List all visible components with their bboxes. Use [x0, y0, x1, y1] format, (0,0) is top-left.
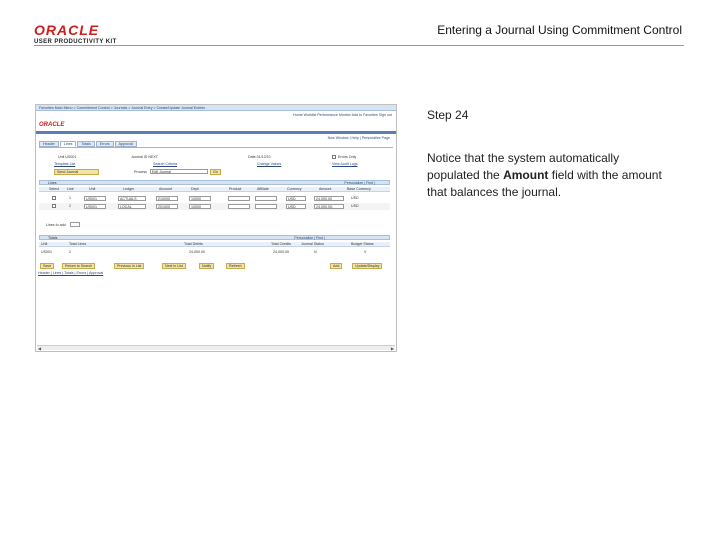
lines-title: Lines	[48, 181, 57, 185]
desc-after: field with the amount that balances the journal.	[427, 167, 662, 199]
add-button[interactable]: Add	[330, 263, 342, 269]
row-amount-input[interactable]: 24,000.00-	[314, 204, 344, 209]
next-in-list-button[interactable]: Next in List	[162, 263, 186, 269]
totals-journal-status: N	[314, 250, 317, 254]
row-unit-input[interactable]: US001	[84, 196, 106, 201]
row-line: 1	[69, 196, 71, 200]
row-amount-input[interactable]: 24,000.00	[314, 196, 344, 201]
row-line: 2	[69, 204, 71, 208]
app-oracle-logo: ORACLE	[39, 122, 65, 128]
col-ledger: Ledger	[123, 187, 135, 191]
row-ledger-input[interactable]: LOCAL	[118, 204, 146, 209]
totals-grid-header	[39, 235, 390, 240]
totals-budget-status: V	[364, 250, 367, 254]
previous-in-list-button[interactable]: Previous in List	[114, 263, 144, 269]
application-screenshot	[35, 104, 397, 352]
totals-debits: 24,000.00	[189, 250, 205, 254]
top-links[interactable]: Home Worklist Performance Monitor Add to Favorites Sign out	[292, 113, 392, 117]
row-dept-input[interactable]: 10000	[189, 204, 211, 209]
unit-label: Unit US001	[58, 155, 77, 159]
row-base-currency: USD	[351, 196, 359, 200]
scroll-left-icon[interactable]: ◀	[38, 346, 42, 351]
errors-only-checkbox[interactable]	[332, 155, 336, 159]
row-affiliate-input[interactable]	[255, 196, 277, 201]
col-select: Select	[49, 187, 59, 191]
row-unit-input[interactable]: US001	[84, 204, 106, 209]
banner-bar	[36, 131, 396, 134]
table-row	[39, 203, 390, 210]
header-divider	[34, 45, 684, 46]
totals-columns	[39, 242, 390, 247]
scroll-right-icon[interactable]: ▶	[390, 346, 394, 351]
totals-col-unit: Unit	[41, 242, 48, 246]
bottom-page-links[interactable]: Header | Lines | Totals | Errors | Approval	[38, 271, 104, 275]
row-affiliate-input[interactable]	[255, 204, 277, 209]
row-currency-input[interactable]: USD	[286, 204, 306, 209]
step-description	[427, 150, 667, 200]
row-currency-input[interactable]: USD	[286, 196, 306, 201]
process-select[interactable]: Edit Journal	[150, 169, 208, 174]
col-dept: Dept	[191, 187, 199, 191]
table-row	[39, 195, 390, 202]
row-account-input[interactable]: 201000	[156, 204, 178, 209]
errors-only-label: Errors Only	[338, 155, 357, 159]
totals-col-credits: Total Credits	[271, 242, 291, 246]
totals-personalize-link[interactable]: Personalize | Find |	[294, 236, 325, 240]
tab-totals[interactable]: Totals	[77, 141, 94, 147]
view-audit-link[interactable]: View Audit Logs	[332, 162, 358, 166]
row-select-checkbox[interactable]	[52, 196, 56, 200]
totals-col-lines: Total Lines	[69, 242, 87, 246]
step-label: Step 24	[427, 108, 469, 122]
lines-personalize-link[interactable]: Personalize | Find |	[344, 181, 375, 185]
col-account: Account	[159, 187, 172, 191]
notify-button[interactable]: Notify	[199, 263, 214, 269]
totals-title: Totals	[48, 236, 58, 240]
col-currency: Currency	[287, 187, 302, 191]
search-criteria-link[interactable]: Search Criteria	[153, 162, 177, 166]
col-product: Product	[229, 187, 242, 191]
totals-col-journal-status: Journal Status	[301, 242, 324, 246]
process-label: Process	[134, 170, 147, 174]
totals-col-budget-status: Budget Status	[351, 242, 374, 246]
template-list-link[interactable]: Template List	[54, 162, 76, 166]
logo-subtitle: USER PRODUCTIVITY KIT	[34, 39, 117, 45]
desc-bold-field: Amount	[503, 167, 549, 182]
return-to-search-button[interactable]: Return to Search	[62, 263, 95, 269]
row-select-checkbox[interactable]	[52, 204, 56, 208]
totals-row	[39, 249, 390, 256]
refresh-button[interactable]: Refresh	[226, 263, 245, 269]
save-button[interactable]: Save	[40, 263, 54, 269]
tab-lines[interactable]: Lines	[60, 141, 77, 147]
row-product-input[interactable]	[228, 196, 250, 201]
send-journal-button[interactable]: Send Journal	[54, 169, 99, 175]
tab-errors[interactable]: Errors	[96, 141, 114, 147]
oracle-upk-logo	[34, 22, 134, 45]
logo-oracle-text: ORACLE	[34, 22, 100, 38]
col-affiliate: Affiliate	[257, 187, 269, 191]
tab-header[interactable]: Header	[39, 141, 59, 147]
process-go-button[interactable]: Go	[210, 169, 221, 175]
journal-label: Journal ID NEXT	[131, 155, 158, 159]
desc-before: Notice that the system automatically populated the	[427, 151, 620, 182]
totals-credits: 24,000.00	[273, 250, 289, 254]
horizontal-scrollbar[interactable]	[37, 345, 395, 350]
page-title: Entering a Journal Using Commitment Control	[437, 23, 682, 37]
lines-columns	[39, 187, 390, 192]
totals-col-debits: Total Debits	[184, 242, 203, 246]
row-dept-input[interactable]: 10000	[189, 196, 211, 201]
update-display-button[interactable]: Update/Display	[352, 263, 382, 269]
col-unit: Unit	[89, 187, 96, 191]
col-line: Line	[67, 187, 74, 191]
row-base-currency: USD	[351, 204, 359, 208]
row-ledger-input[interactable]: ACTUALS	[118, 196, 146, 201]
date-label: Date 01/12/10	[248, 155, 271, 159]
breadcrumb[interactable]: Favorites Main Menu > Commitment Control > Journals > Journal Entry > Create/Update Journal Entries	[36, 105, 396, 111]
lines-to-add-label: Lines to add	[46, 223, 66, 227]
lines-grid-header	[39, 180, 390, 185]
page-links[interactable]: New Window | Help | Personalize Page	[327, 136, 390, 140]
totals-lines: 2	[69, 250, 71, 254]
row-account-input[interactable]: 210000	[156, 196, 178, 201]
col-amount: Amount	[319, 187, 332, 191]
change-values-link[interactable]: Change Values	[257, 162, 282, 166]
row-product-input[interactable]	[228, 204, 250, 209]
tab-divider	[39, 147, 393, 148]
totals-unit: US001	[41, 250, 52, 254]
tab-approval[interactable]: Approval	[115, 141, 137, 147]
col-base-currency: Base Currency	[347, 187, 371, 191]
lines-to-add-input[interactable]	[70, 222, 80, 227]
